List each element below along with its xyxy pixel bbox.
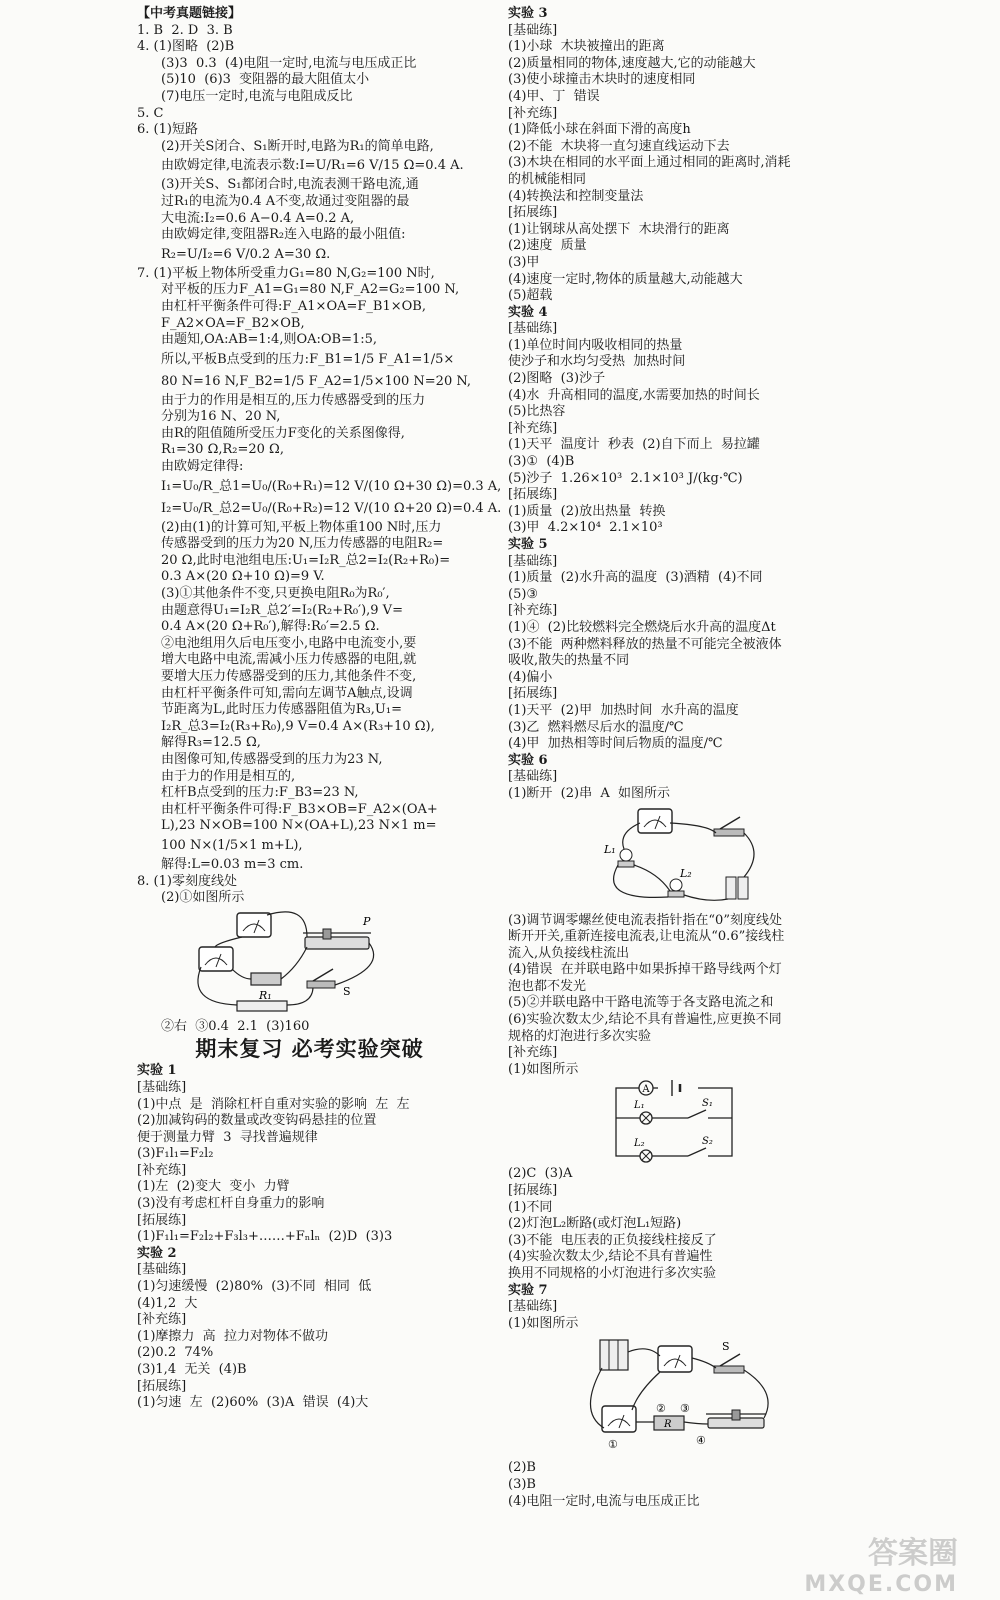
answer-line: (5)比热容 bbox=[508, 404, 566, 420]
answer-block-right-top bbox=[508, 6, 853, 803]
answer-line: (1)中点 是 消除杠杆自重对实验的影响 左 左 bbox=[137, 1096, 410, 1112]
answer-line: [基础练] bbox=[508, 769, 558, 785]
answer-line: (1)④ (2)比较燃料完全燃烧后水升高的温度Δt bbox=[508, 619, 776, 635]
answer-line: (1)如图所示 bbox=[508, 1061, 579, 1077]
answer-line: L),23 N×OB=100 N×(OA+L),23 N×1 m= bbox=[161, 818, 437, 834]
answer-line: 0.4 A×(20 Ω+R₀′),解得:R₀′=2.5 Ω. bbox=[161, 619, 380, 635]
answer-line: (4)甲、丁 错误 bbox=[508, 88, 600, 104]
answer-line: (1)小球 木块被撞出的距离 bbox=[508, 39, 665, 55]
answer-line: 由题意得U₁=I₂R_总2′=I₂(R₂+R₀′),9 V= bbox=[161, 602, 403, 618]
answer-block-left-after-figure bbox=[137, 1019, 482, 1036]
answer-line: [补充练] bbox=[137, 1312, 187, 1328]
answer-line: 断开开关,重新连接电流表,让电流从“0.6”接线柱 bbox=[508, 929, 785, 945]
answer-line: (4)速度一定时,物体的质量越大,动能越大 bbox=[508, 271, 743, 287]
answer-line: (3)甲 4.2×10⁴ 2.1×10³ bbox=[508, 520, 663, 536]
answer-line: (2)C (3)A bbox=[508, 1166, 573, 1182]
answer-line: (4)水 升高相同的温度,水需要加热的时间长 bbox=[508, 387, 760, 403]
label-s: S bbox=[722, 1340, 730, 1354]
answer-line: (4)1,2 大 bbox=[137, 1295, 198, 1311]
label-r1: R₁ bbox=[259, 988, 272, 1002]
answer-line: 由欧姆定律得: bbox=[161, 459, 244, 475]
answer-line: (7)电压一定时,电流与电阻成反比 bbox=[161, 88, 353, 104]
answer-line: [基础练] bbox=[137, 1262, 187, 1278]
answer-line: 由图像可知,传感器受到的压力为23 N, bbox=[161, 751, 383, 767]
answer-line: [拓展练] bbox=[508, 1183, 558, 1199]
answer-line: [拓展练] bbox=[137, 1378, 187, 1394]
answer-line: 杠杆B点受到的压力:F_B3=23 N, bbox=[161, 785, 359, 801]
circuit-diagram-parallel bbox=[508, 1078, 853, 1166]
answer-line: I₂=U₀/R_总2=U₀/(R₀+R₂)=12 V/(10 Ω+20 Ω)=0.4 A. bbox=[161, 500, 502, 516]
circuit-figure-exp6 bbox=[508, 803, 853, 913]
answer-line: (2)由(1)的计算可知,平板上物体重100 N时,压力 bbox=[161, 519, 442, 535]
answer-line: (2)不能 木块将一直匀速直线运动下去 bbox=[508, 138, 730, 154]
answer-line: (5)②并联电路中干路电流等于各支路电流之和 bbox=[508, 995, 774, 1011]
answer-line: [基础练] bbox=[508, 22, 558, 38]
answer-line: 增大电路中电流,需减小压力传感器的电阻,就 bbox=[161, 652, 417, 668]
answer-line: 节距离为L,此时压力传感器阻值为R₃,U₁= bbox=[161, 702, 402, 718]
label-l2: L₂ bbox=[680, 866, 692, 880]
answer-line: (2)速度 质量 bbox=[508, 238, 587, 254]
answer-line: [拓展练] bbox=[508, 487, 558, 503]
answer-line: (2)质量相同的物体,速度越大,它的动能越大 bbox=[508, 55, 756, 71]
answer-line: (1)单位时间内吸收相同的热量 bbox=[508, 337, 683, 353]
answer-line: 7. (1)平板上物体所受重力G₁=80 N,G₂=100 N时, bbox=[137, 265, 435, 281]
answer-line: 所以,平板B点受到的压力:F_B1=1/5 F_A1=1/5× bbox=[161, 351, 455, 367]
answer-line: 的机械能相同 bbox=[508, 171, 587, 187]
answer-line: [补充练] bbox=[137, 1162, 187, 1178]
answer-line: (3)乙 燃料燃尽后水的温度/℃ bbox=[508, 719, 684, 735]
answer-line: 泡也都不发光 bbox=[508, 978, 587, 994]
answer-line: 对平板的压力F_A1=G₁=80 N,F_A2=G₂=100 N, bbox=[161, 282, 460, 298]
answer-line: (6)实验次数太少,结论不具有普遍性,应更换不同 bbox=[508, 1012, 782, 1028]
answer-line: (2)图略 (3)沙子 bbox=[508, 371, 606, 387]
label-c4: ④ bbox=[696, 1434, 706, 1448]
answer-line: (3)1,4 无关 (4)B bbox=[137, 1362, 247, 1377]
answer-line: R₂=U/I₂=6 V/0.2 A=30 Ω. bbox=[161, 246, 331, 262]
answer-line: (3)使小球撞击木块时的速度相同 bbox=[508, 72, 696, 88]
answer-line: 实验 3 bbox=[508, 6, 548, 21]
section-title: 期末复习 必考实验突破 bbox=[195, 1037, 424, 1062]
answer-line: 解得:L=0.03 m=3 cm. bbox=[161, 856, 304, 872]
answer-line: 0.3 A×(20 Ω+10 Ω)=9 V. bbox=[161, 569, 325, 585]
label-c3: ③ bbox=[680, 1402, 690, 1416]
label-ammeter: A bbox=[642, 1084, 650, 1096]
answer-line: (3)F₁l₁=F₂l₂ bbox=[137, 1146, 214, 1162]
label-c2: ② bbox=[656, 1402, 666, 1416]
answer-line: 吸收,散失的热量不同 bbox=[508, 653, 630, 669]
watermark-logo bbox=[788, 1528, 958, 1597]
answer-line: (1)天平 (2)甲 加热时间 水升高的温度 bbox=[508, 702, 739, 718]
answer-line: (2)加减钩码的数量或改变钩码悬挂的位置 bbox=[137, 1113, 377, 1129]
answer-line: 由题知,OA:AB=1:4,则OA:OB=1:5, bbox=[161, 332, 378, 348]
answer-line: 由于力的作用是相互的,压力传感器受到的压力 bbox=[161, 392, 426, 408]
watermark-title: 答案圈 bbox=[868, 1536, 958, 1571]
label-p: P bbox=[363, 914, 371, 928]
label-s1: S₁ bbox=[702, 1098, 713, 1110]
answer-block-right-mid bbox=[508, 913, 853, 1079]
answer-block-left-bottom bbox=[137, 1063, 482, 1411]
label-s: S bbox=[343, 984, 351, 998]
answer-line: (3)①其他条件不变,只更换电阻R₀为R₀′, bbox=[161, 586, 390, 602]
answer-line: (1)F₁l₁=F₂l₂+F₃l₃+……+Fₙlₙ (2)D (3)3 bbox=[137, 1229, 393, 1245]
answer-line: 由欧姆定律,变阻器R₂连入电路的最小阻值: bbox=[161, 227, 406, 243]
answer-line: 实验 7 bbox=[508, 1282, 548, 1298]
answer-line: 规格的灯泡进行多次实验 bbox=[508, 1028, 652, 1044]
label-c1: ① bbox=[608, 1438, 618, 1452]
answer-line: (4)甲 加热相等时间后物质的温度/℃ bbox=[508, 736, 723, 752]
answer-line: (2)B bbox=[508, 1460, 536, 1476]
answer-line: 大电流:I₂=0.6 A−0.4 A=0.2 A, bbox=[161, 210, 355, 226]
answer-line: (3)甲 bbox=[508, 254, 540, 270]
answer-line: 20 Ω,此时电池组电压:U₁=I₂R_总2=I₂(R₂+R₀)= bbox=[161, 552, 451, 568]
answer-line: (2)①如图所示 bbox=[161, 890, 245, 906]
watermark-url: MXQE.COM bbox=[804, 1572, 958, 1597]
answer-line: [基础练] bbox=[508, 1299, 558, 1315]
answer-line: 实验 6 bbox=[508, 752, 548, 768]
answer-line: (3)木块在相同的水平面上通过相同的距离时,消耗 bbox=[508, 155, 791, 171]
answer-line: (3)不能 电压表的正负接线柱接反了 bbox=[508, 1232, 717, 1248]
answer-line: 便于测量力臂 3 寻找普遍规律 bbox=[137, 1129, 318, 1145]
answer-line: 由杠杆平衡条件可知,需向左调节A触点,设调 bbox=[161, 685, 413, 701]
answer-line: (1)降低小球在斜面下滑的高度h bbox=[508, 122, 691, 138]
answer-line: 80 N=16 N,F_B2=1/5 F_A2=1/5×100 N=20 N, bbox=[161, 373, 472, 389]
answer-line: (1)让钢球从高处摆下 木块滑行的距离 bbox=[508, 221, 730, 237]
answer-line: (1)左 (2)变大 变小 力臂 bbox=[137, 1179, 290, 1195]
answer-line: (5)沙子 1.26×10³ 2.1×10³ J/(kg·℃) bbox=[508, 470, 743, 486]
answer-line: 要增大压力传感器受到的压力,其他条件不变, bbox=[161, 669, 417, 684]
answer-line: 实验 5 bbox=[508, 537, 548, 552]
answer-line: 由于力的作用是相互的, bbox=[161, 768, 296, 784]
answer-line: I₁=U₀/R_总1=U₀/(R₀+R₁)=12 V/(10 Ω+30 Ω)=0.3 A, bbox=[161, 478, 502, 494]
answer-line: (3)不能 两种燃料释放的热量不可能完全被液体 bbox=[508, 636, 782, 652]
answer-line: 分别为16 N、20 N, bbox=[161, 409, 281, 425]
circuit-figure-q8 bbox=[137, 907, 482, 1019]
circuit-figure-exp7 bbox=[508, 1332, 853, 1460]
answer-line: (4)实验次数太少,结论不具有普遍性 bbox=[508, 1249, 713, 1265]
answer-line: (5)超载 bbox=[508, 288, 553, 304]
answer-line: 1. B 2. D 3. B bbox=[137, 22, 233, 38]
answer-line: (4)偏小 bbox=[508, 669, 553, 685]
answer-line: (2)灯泡L₂断路(或灯泡L₁短路) bbox=[508, 1216, 682, 1232]
answer-line: 【中考真题链接】 bbox=[137, 6, 242, 21]
answer-line: (3)调节调零螺丝使电流表指针指在“0”刻度线处 bbox=[508, 912, 782, 928]
answer-line: (4)电阻一定时,电流与电压成正比 bbox=[508, 1493, 700, 1509]
answer-line: R₁=30 Ω,R₂=20 Ω, bbox=[161, 442, 284, 458]
label-l1: L₁ bbox=[634, 1100, 645, 1112]
answer-line: 实验 1 bbox=[137, 1063, 177, 1079]
answer-line: (4)转换法和控制变量法 bbox=[508, 188, 644, 204]
answer-block-right-mid2 bbox=[508, 1166, 853, 1332]
answer-line: [拓展练] bbox=[508, 205, 558, 221]
answer-line: (5)③ bbox=[508, 586, 539, 602]
answer-line: [基础练] bbox=[508, 321, 558, 337]
answer-line: [拓展练] bbox=[508, 686, 558, 702]
answer-block-right-bottom bbox=[508, 1460, 853, 1510]
right-column bbox=[508, 6, 853, 1510]
answer-line: (1)断开 (2)串 A 如图所示 bbox=[508, 785, 671, 801]
answer-line: 实验 4 bbox=[508, 304, 548, 320]
answer-line: ②右 ③0.4 2.1 (3)160 bbox=[161, 1018, 310, 1034]
left-column bbox=[137, 6, 502, 1412]
answer-line: (1)不同 bbox=[508, 1199, 553, 1215]
answer-line: (1)质量 (2)水升高的温度 (3)酒精 (4)不同 bbox=[508, 570, 763, 586]
answer-line: (5)10 (6)3 变阻器的最大阻值太小 bbox=[161, 72, 370, 88]
answer-line: 由杠杆平衡条件可得:F_B3×OB=F_A2×(OA+ bbox=[161, 801, 438, 817]
answer-line: [补充练] bbox=[508, 105, 558, 121]
answer-line: ②电池组用久后电压变小,电路中电流变小,要 bbox=[161, 635, 417, 651]
answer-line: 由杠杆平衡条件可得:F_A1×OA=F_B1×OB, bbox=[161, 298, 426, 314]
answer-line: 8. (1)零刻度线处 bbox=[137, 873, 237, 889]
answer-line: 过R₁的电流为0.4 A不变,故通过变阻器的最 bbox=[161, 193, 410, 209]
answer-line: [拓展练] bbox=[137, 1212, 187, 1228]
answer-line: I₂R_总3=I₂(R₃+R₀),9 V=0.4 A×(R₃+10 Ω), bbox=[161, 718, 435, 734]
answer-line: (3)3 0.3 (4)电阻一定时,电流与电压成正比 bbox=[161, 55, 417, 71]
answer-line: (1)天平 温度计 秒表 (2)自下而上 易拉罐 bbox=[508, 437, 760, 453]
answer-line: 使沙子和水均匀受热 加热时间 bbox=[508, 354, 686, 370]
answer-line: (1)匀速缓慢 (2)80% (3)不同 相同 低 bbox=[137, 1279, 372, 1295]
answer-line: (2)开关S闭合、S₁断开时,电路为R₁的简单电路, bbox=[161, 138, 434, 154]
answer-line: 由欧姆定律,电流表示数:I=U/R₁=6 V/15 Ω=0.4 A. bbox=[161, 158, 464, 174]
answer-line: 换用不同规格的小灯泡进行多次实验 bbox=[508, 1266, 717, 1281]
answer-line: (2)0.2 74% bbox=[137, 1345, 214, 1361]
answer-line: 由R的阻值随所受压力F变化的关系图像得, bbox=[161, 425, 405, 441]
answer-line: 100 N×(1/5×1 m+L), bbox=[161, 837, 303, 853]
answer-line: (1)摩擦力 高 拉力对物体不做功 bbox=[137, 1328, 328, 1344]
label-s2: S₂ bbox=[702, 1136, 713, 1148]
answer-line: 4. (1)图略 (2)B bbox=[137, 39, 235, 55]
answer-line: 传感器受到的压力为20 N,压力传感器的电阻R₂= bbox=[161, 536, 444, 552]
answer-line: 6. (1)短路 bbox=[137, 122, 198, 138]
answer-line: 流入,从负接线柱流出 bbox=[508, 945, 630, 961]
answer-block-left-top bbox=[137, 6, 502, 907]
answer-line: [补充练] bbox=[508, 603, 558, 619]
answer-line: (1)匀速 左 (2)60% (3)A 错误 (4)大 bbox=[137, 1395, 369, 1411]
answer-line: F_A2×OA=F_B2×OB, bbox=[161, 315, 305, 331]
answer-line: [补充练] bbox=[508, 1045, 558, 1061]
answer-line: 实验 2 bbox=[137, 1245, 177, 1261]
answer-line: (4)错误 在并联电路中如果拆掉干路导线两个灯 bbox=[508, 962, 782, 978]
answer-line: (3)开关S、S₁都闭合时,电流表测干路电流,通 bbox=[161, 177, 419, 193]
answer-line: 5. C bbox=[137, 105, 164, 121]
answer-line: (3)① (4)B bbox=[508, 454, 575, 470]
label-r: R bbox=[664, 1419, 672, 1431]
label-l1: L₁ bbox=[604, 842, 616, 856]
label-l2: L₂ bbox=[634, 1138, 645, 1150]
answer-line: [补充练] bbox=[508, 420, 558, 436]
answer-line: 解得R₃=12.5 Ω, bbox=[161, 735, 261, 751]
answer-line: (1)如图所示 bbox=[508, 1315, 579, 1331]
answer-line: (3)没有考虑杠杆自身重力的影响 bbox=[137, 1196, 325, 1212]
answer-line: [基础练] bbox=[508, 553, 558, 569]
answer-line: [基础练] bbox=[137, 1079, 187, 1095]
answer-line: (1)质量 (2)放出热量 转换 bbox=[508, 503, 666, 519]
answer-line: (3)B bbox=[508, 1476, 536, 1492]
